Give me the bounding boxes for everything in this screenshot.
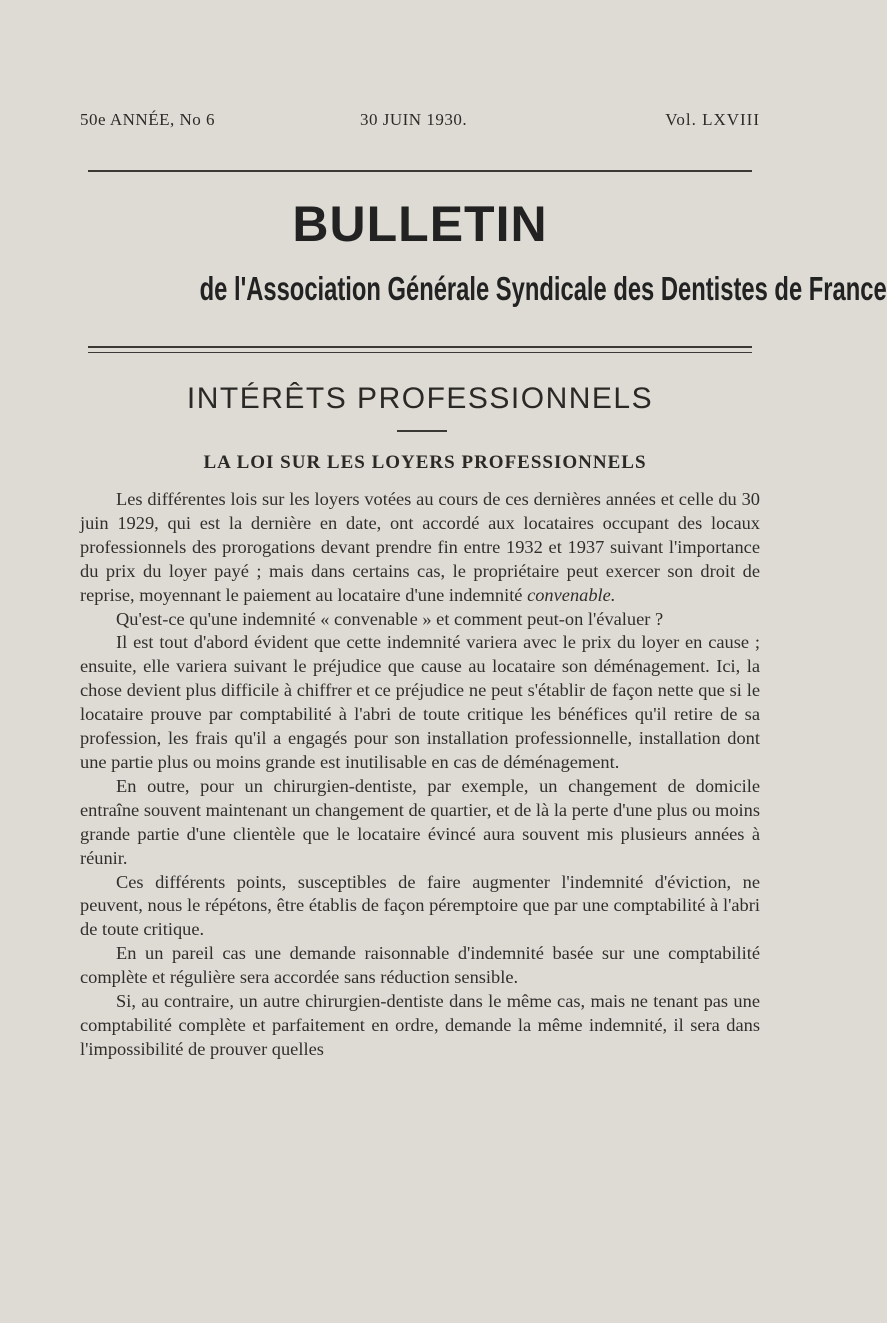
paragraph-7: Si, au contraire, un autre chirurgien-dentiste dans le même cas, mais ne tenant pas une comptabilité complète et parfaitement en ordre, demande la même indemnité, il sera dans l'impossibilité de prouver quelles — [80, 991, 760, 1059]
double-rule-bottom — [88, 352, 752, 353]
section-divider — [397, 430, 447, 432]
header-rule — [88, 170, 752, 172]
double-rule-top — [88, 346, 752, 348]
paragraph-1-emphasis: convenable. — [527, 584, 616, 605]
masthead-subtitle: de l'Association Générale Syndicale des Dentistes de France — [199, 270, 887, 307]
issue-date: 30 JUIN 1930. — [360, 110, 468, 129]
issue-number: 50e ANNÉE, No 6 — [80, 110, 215, 129]
volume-number: Vol. LXVIII — [665, 110, 760, 129]
paragraph-2: Qu'est-ce qu'une indemnité « convenable » et comment peut-on l'évaluer ? — [116, 608, 664, 629]
paragraph-3: Il est tout d'abord évident que cette indemnité variera avec le prix du loyer en cause ; ensuite, elle variera suivant le préjudice que cause au locataire son déménagement. Ici, la chose devient plus difficile à chiffrer et ce préjudice ne peut s'établir de façon nette que si le locataire prouve par comptabilité à l'abri de toute critique les bénéfices qu'il retire de sa profession, les frais qu'il a engagés pour son installation professionnelle, installation dont une partie plus ou moins grande est inutilisable en cas de déménagement. — [80, 632, 760, 772]
paragraph-4: En outre, pour un chirurgien-dentiste, par exemple, un changement de domicile entraîne souvent maintenant un changement de quartier, et de là la perte d'une plus ou moins grande partie d'une clientèle que le locataire évincé aura souvent mis plusieurs années à réunir. — [80, 775, 760, 868]
paragraph-5: Ces différents points, susceptibles de faire augmenter l'indemnité d'éviction, ne peuvent, nous le répétons, être établis de façon péremptoire que par une comptabilité à l'abri de toute critique. — [80, 871, 760, 940]
paragraph-6: En un pareil cas une demande raisonnable d'indemnité basée sur une comptabilité complète et régulière sera accordée sans réduction sensible. — [80, 943, 760, 988]
masthead-title: BULLETIN — [292, 196, 548, 252]
paragraph-1 — [80, 488, 760, 608]
article-body — [80, 488, 760, 1062]
paragraph-1-text: Les différentes lois sur les loyers votées au cours de ces dernières années et celle du 30 juin 1929, qui est la dernière en date, ont accordé aux locataires occupant des locaux professionnels des prorogations devant prendre fin entre 1932 et 1937 suivant l'importance du prix du loyer payé ; mais dans certains cas, le propriétaire peut exercer son droit de reprise, moyennant le paiement au locataire d'une indemnité — [80, 489, 760, 605]
section-title: INTÉRÊTS PROFESSIONNELS — [186, 382, 654, 415]
article-title: LA LOI SUR LES LOYERS PROFESSIONNELS — [203, 452, 647, 473]
